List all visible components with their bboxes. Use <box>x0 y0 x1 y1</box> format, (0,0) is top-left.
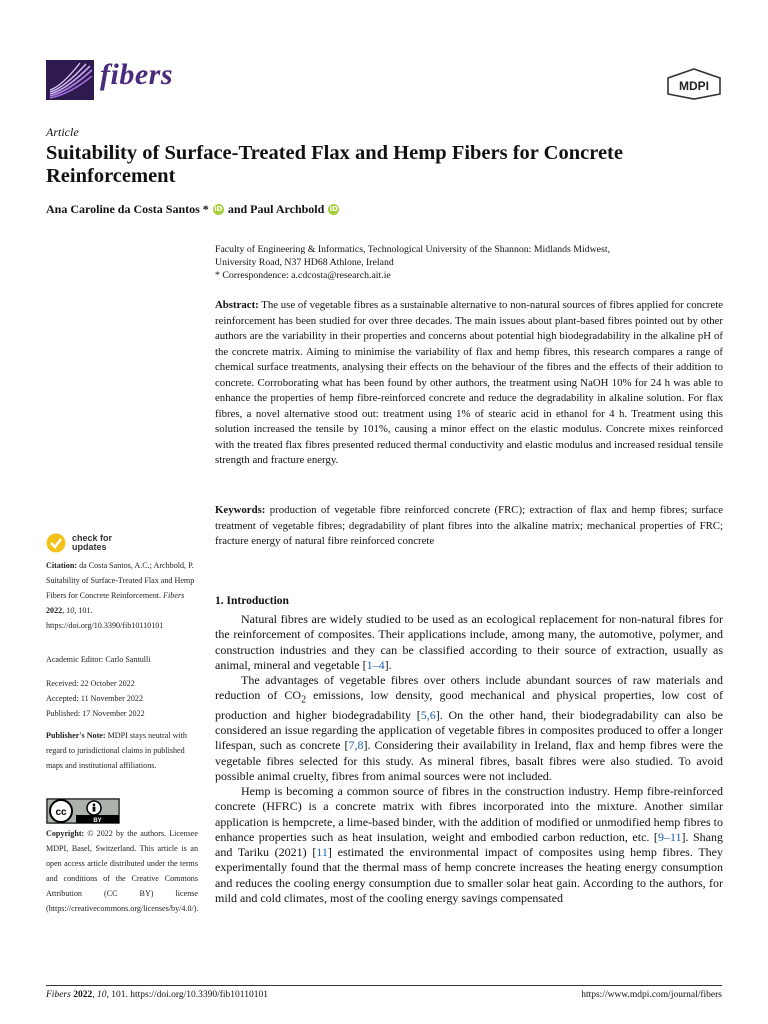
copyright-label: Copyright: <box>46 829 85 838</box>
affiliation-line: University Road, N37 HD68 Athlone, Ireland <box>215 257 394 268</box>
paragraph-text: Hemp is becoming a common source of fibres in the construction industry. Hemp fibre-reinforced concrete (HFRC) is a concrete matrix with fibres incorporated into the mixture. Another similar application is hempcrete, a lime-based binder, with the addition of modified or unmodified hemp fibres to enhance properties such as heat insulation, weight and embodied carbon reduction, etc. [ <box>215 784 723 844</box>
abstract <box>215 298 723 469</box>
check-label: check for <box>72 533 113 543</box>
keywords-text: production of vegetable fibre reinforced concrete (FRC); extraction of flax and hemp fibres; surface treatment of vegetable fibres; degradability of plant fibres into the alkaline matrix; mechanical properties of FRC; fracture energy of natural fibre reinforced concrete <box>215 504 723 547</box>
orcid-icon[interactable]: iD <box>214 205 223 213</box>
copyright-block <box>46 826 198 916</box>
citation-year: 2022 <box>46 606 63 615</box>
journal-name: fibers <box>100 58 173 91</box>
paragraph-text: ]. <box>384 657 392 672</box>
citation-link[interactable]: 9–11 <box>657 829 682 844</box>
section-heading: 1. Introduction <box>215 595 289 607</box>
publishers-note <box>46 728 198 773</box>
citation-label: Citation: <box>46 561 78 570</box>
author-name: Ana Caroline da Costa Santos * <box>46 202 209 216</box>
citation-link[interactable]: 1–4 <box>366 657 385 672</box>
check-label: updates <box>72 542 107 552</box>
author-name: and Paul Archbold <box>227 202 325 216</box>
paragraph-text: ]. Shang and Tariku (2021) [ <box>215 829 724 860</box>
introduction-body <box>215 612 723 906</box>
paragraph <box>215 784 723 906</box>
footer-journal: Fibers <box>46 990 71 1000</box>
author-list <box>46 202 339 217</box>
article-type: Article <box>46 125 79 139</box>
citation-link[interactable]: 5,6 <box>420 707 436 722</box>
footer-doi-link[interactable]: , 101. https://doi.org/10.3390/fib10110101 <box>106 990 268 1000</box>
cc-label: cc <box>55 807 67 818</box>
journal-url-link[interactable]: https://www.mdpi.com/journal/fibers <box>581 990 722 1000</box>
copyright-text: © 2022 by the authors. Licensee MDPI, Basel, Switzerland. This article is an open access article distributed under the terms and conditions of the Creative Commons Attribution (CC BY) license (https://creativecommons.org/licenses/by/4.0/). <box>46 829 199 913</box>
paragraph-text: The advantages of vegetable fibres over others include abundant sources of raw materials and reduction of CO <box>215 673 723 703</box>
academic-editor: Academic Editor: Carlo Santulli <box>46 655 151 664</box>
check-for-updates-button[interactable] <box>46 533 112 553</box>
citation-text: da Costa Santos, A.C.; Archbold, P. Suitability of Surface-Treated Flax and Hemp Fibers for Concrete Reinforcement. <box>46 561 195 600</box>
keywords-label: Keywords: <box>215 504 266 516</box>
mdpi-logo-icon[interactable] <box>666 68 722 100</box>
citation-volume: 10 <box>66 606 75 615</box>
by-label: BY <box>93 817 102 824</box>
footer-year: 2022 <box>73 990 93 1000</box>
paragraph-text: ]. On the other hand, their biodegradability can also be considered an issue regarding the application of vegetable fibres in composites produced to offer a longer lifespan, such as concrete [ <box>215 707 723 753</box>
abstract-text: The use of vegetable fibres as a sustainable alternative to non-natural sources of fibres applied for concrete reinforcement has been studied for over three decades. The main issues about plant-based fibres pointed out by other authors are the variability in their properties and concerns about potential high biodegradability in the alkaline pH of the concrete matrix. Aiming to minimise the variability of flax and hemp fibres, this research compares a range of chemical surface treatments, analysing their effects on the behaviour of the fibres and the effects of their addition to concrete. Corroborating what has been found by other authors, the treatment using NaOH 10% for 24 h was able to enhance the properties of hemp fibre-reinforced concrete and reduce the degradability in alkaline solution. For flax fibres, a novel alternative stood out: treatment using 1% of stearic acid in ethanol for 4 h. Treatment using this solution increased the tensile by 101%, causing a minor effect on the elastic modulus. Concrete mixes reinforced with the treated flax fibres presented reduced thermal conductivity and elastic modulus and increased residual tensile strength and fracture energy. <box>215 299 723 466</box>
citation-doi[interactable]: , 101. https://doi.org/10.3390/fib10110101 <box>46 606 164 630</box>
citation-block: Citation: da Costa Santos, A.C.; Archbold, P. Suitability of Surface-Treated Flax and Hemp Fibers for Concrete Reinforcement. Fibers 2022, 10, 101. https://doi.org/10.3390/fib10110101 <box>46 561 195 630</box>
accepted-date: Accepted: 11 November 2022 <box>46 694 144 703</box>
paragraph <box>215 612 723 673</box>
received-date: Received: 22 October 2022 <box>46 679 135 688</box>
paragraph-text: Natural fibres are widely studied to be used as an ecological replacement for non-natural fibres for the reinforcement of composites. Their applications include, among many, the automotive, polymer, and construction industries and they can be classified according to their source of extraction, usually as animal, mineral and vegetable [ <box>215 612 723 672</box>
keywords <box>215 503 723 550</box>
footer-citation: Fibers 2022, 10, 101. https://doi.org/10.3390/fib10110101 <box>46 990 268 1000</box>
correspondence: * Correspondence: a.cdcosta@research.ait.ie <box>215 270 391 281</box>
note-text: MDPI stays neutral with regard to jurisdictional claims in published maps and institutional affiliations. <box>46 731 187 770</box>
paragraph-text: emissions, low density, good mechanical and physical properties, low cost of production and higher biodegradability [ <box>215 688 724 722</box>
note-label: Publisher's Note: <box>46 731 106 740</box>
cc-by-license-icon[interactable] <box>46 798 120 824</box>
citation-journal: Fibers <box>163 591 185 600</box>
paragraph-text: ] estimated the environmental impact of composites using hemp fibres. They experimentally found that the thermal mass of hemp concrete increases the heating energy consumption and reduces the cooling energy consumption due to smaller solar heat gain. According to the authors, for mild and cold climates, most of the cooling energy savings compensated <box>215 845 723 905</box>
publisher-name: MDPI <box>679 79 709 93</box>
paragraph-text: ]. Considering their availability in Ireland, flax and hemp fibres were the vegetable fibres selected for this study. As mineral fibres, basalt fibres were also studied. To avoid possible animal cruelty, fibres from animal sources were not included. <box>215 738 724 783</box>
citation-link[interactable]: 7,8 <box>348 738 364 753</box>
published-date: Published: 17 November 2022 <box>46 709 145 718</box>
orcid-icon[interactable]: iD <box>329 205 338 213</box>
footer-volume: 10 <box>96 990 107 1000</box>
subscript: 2 <box>301 694 307 706</box>
abstract-label: Abstract: <box>215 299 259 311</box>
article-title: Suitability of Surface-Treated Flax and Hemp Fibers for Concrete Reinforcement <box>46 142 623 187</box>
check-for-updates-icon <box>46 533 66 553</box>
journal-logo-icon <box>46 60 94 100</box>
footer-divider <box>46 985 722 986</box>
citation-link[interactable]: 11 <box>316 845 328 860</box>
paragraph <box>215 673 723 784</box>
affiliation-line: Faculty of Engineering & Informatics, Technological University of the Shannon: Midlands Midwest, <box>215 244 611 255</box>
